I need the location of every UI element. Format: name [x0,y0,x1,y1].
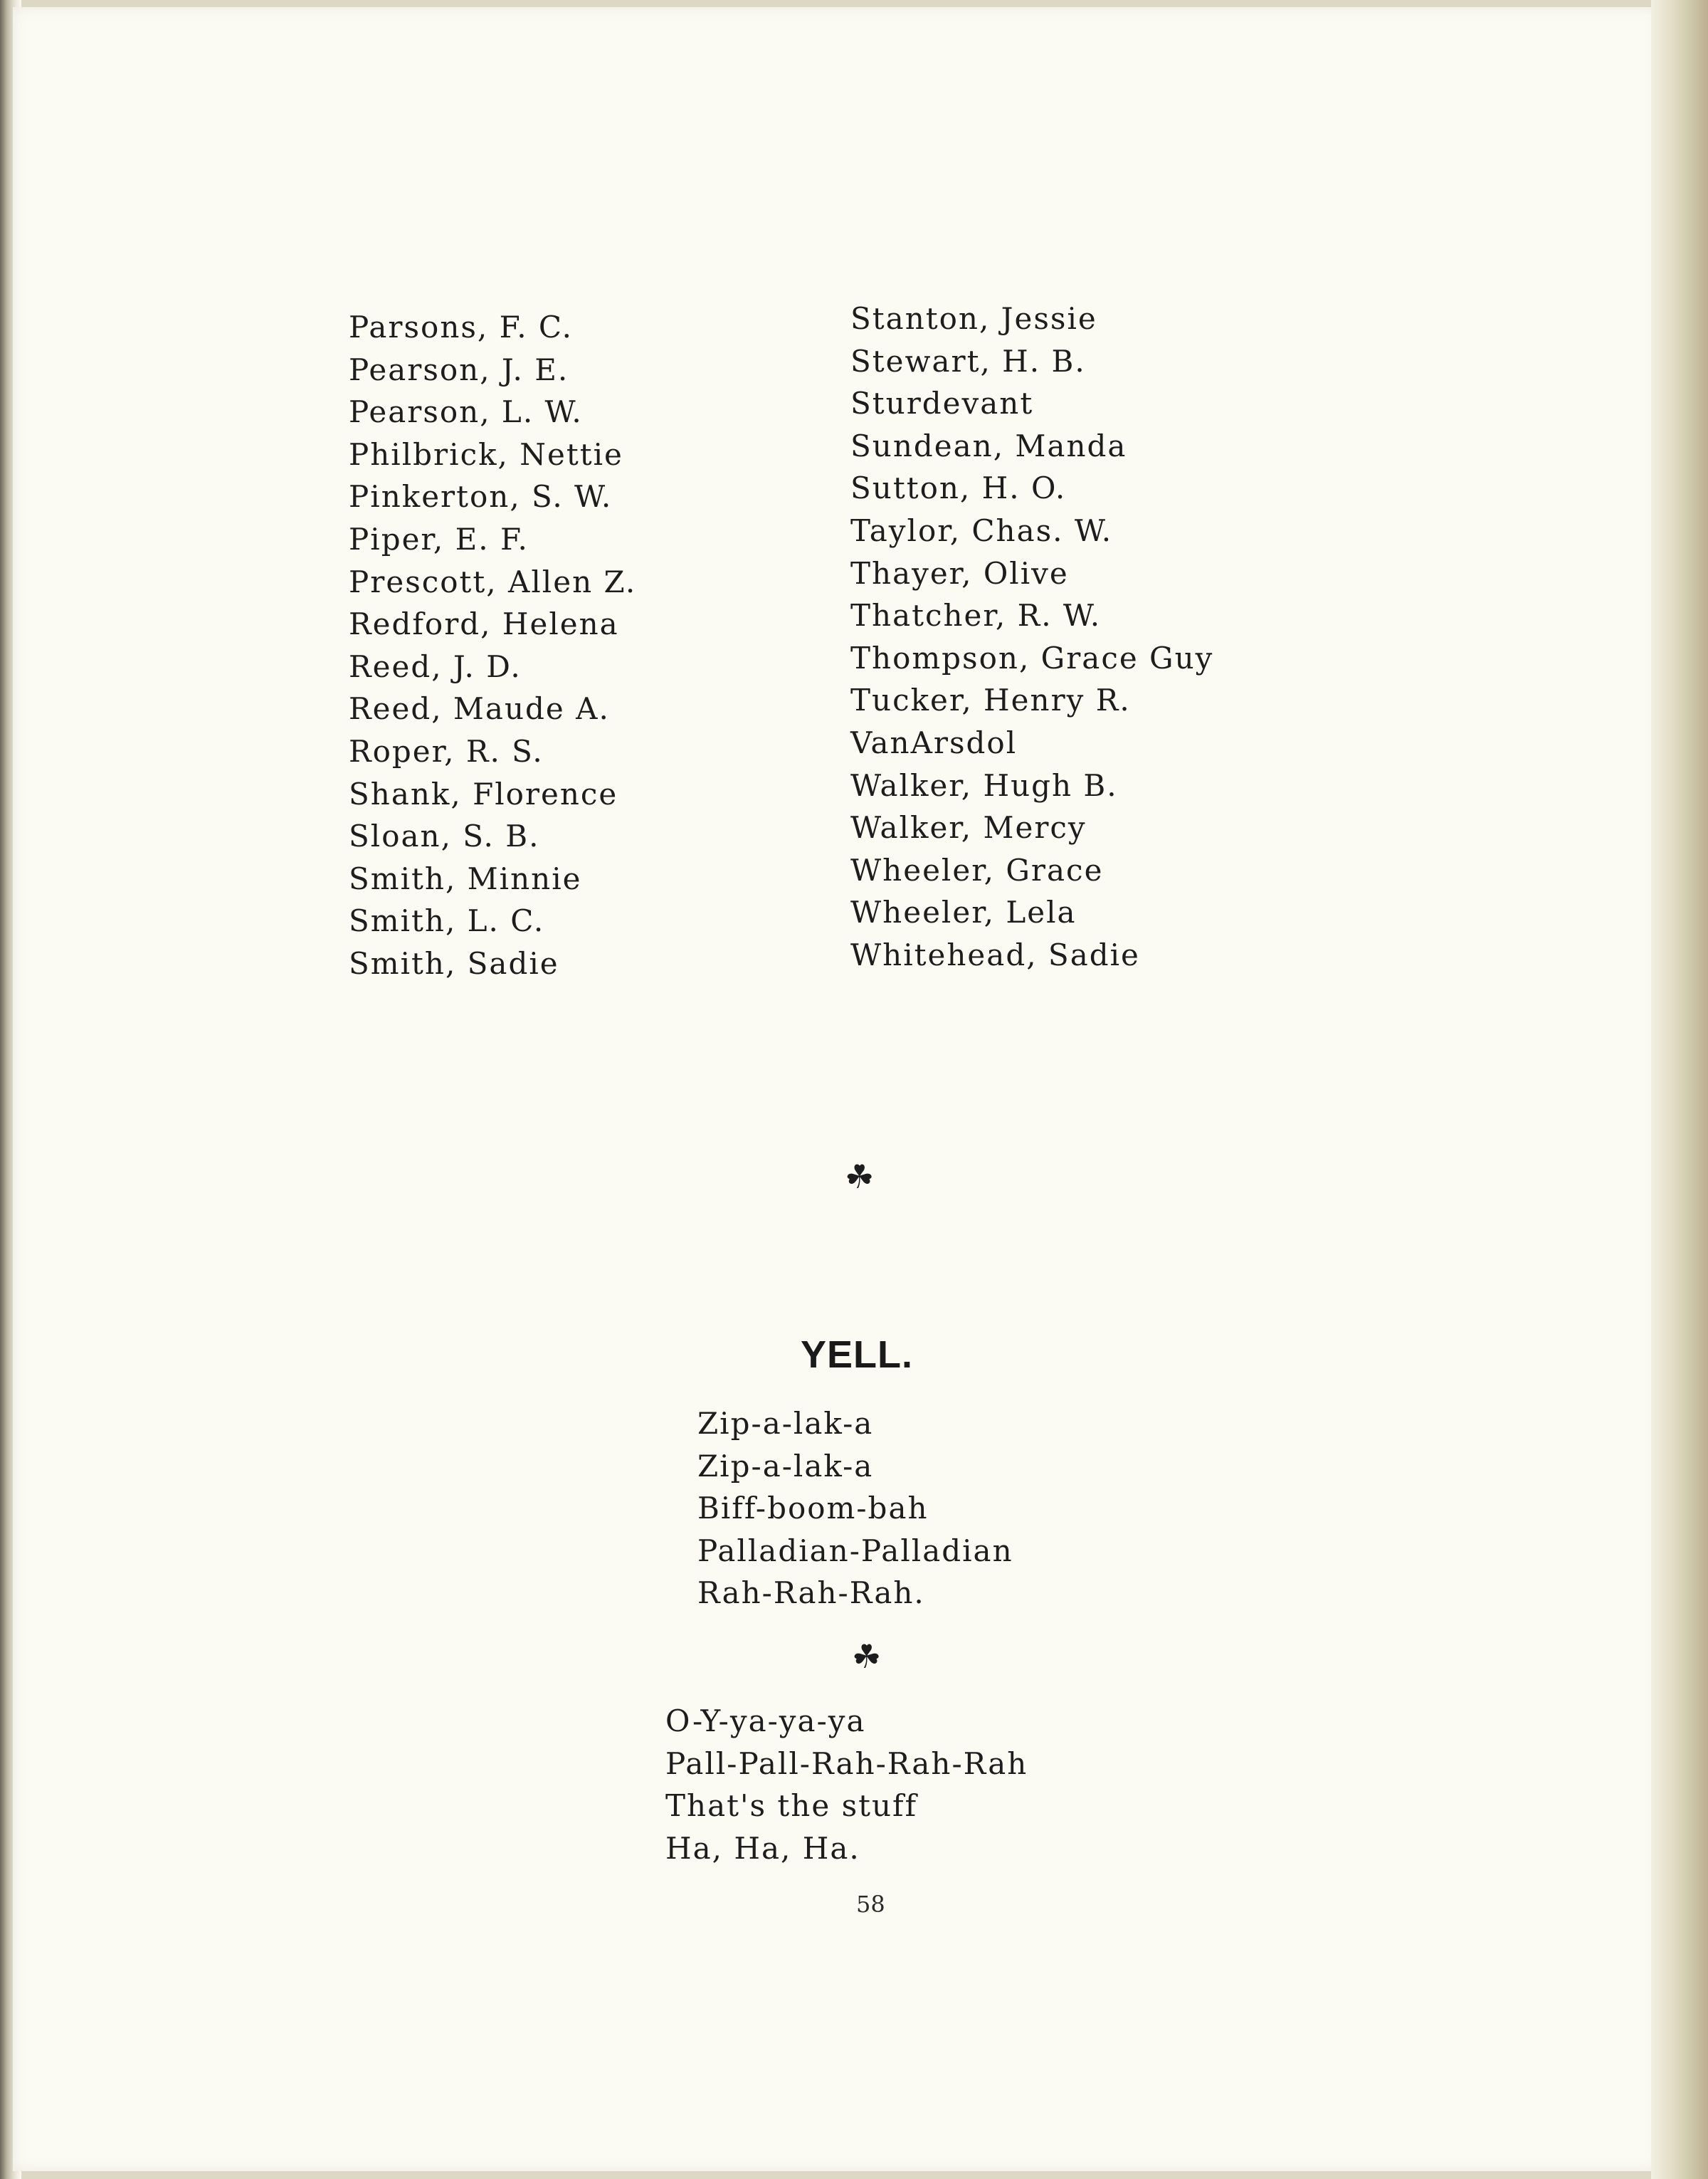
yell-line: O-Y-ya-ya-ya [665,1703,866,1738]
roster-name: Piper, E. F. [349,521,529,557]
roster-name: Smith, Minnie [349,861,582,896]
roster-name: Pearson, L. W. [349,394,583,430]
roster-name: Sloan, S. B. [349,819,540,854]
roster-name: Stanton, Jessie [850,301,1097,336]
roster-name: Whitehead, Sadie [850,937,1140,972]
roster-right-column [850,298,1213,977]
roster-name: Walker, Hugh B. [850,767,1118,803]
yell-heading: YELL. [801,1333,914,1376]
yell-verse-2 [665,1700,1028,1869]
roster-name: Redford, Helena [349,607,619,642]
roster-name: Sundean, Manda [850,428,1127,463]
roster-name: Smith, L. C. [349,903,545,939]
roster-name: Reed, J. D. [349,649,522,684]
book-page-edge-right [1651,0,1708,2179]
roster-name: Roper, R. S. [349,733,544,769]
roster-name: Thayer, Olive [850,555,1069,591]
roster-name: Smith, Sadie [349,945,559,981]
yell-line: That's the stuff [665,1788,918,1824]
yell-line: Zip-a-lak-a [697,1406,874,1441]
roster-name: Reed, Maude A. [349,691,610,727]
yell-line: Ha, Ha, Ha. [665,1830,860,1866]
yell-line: Palladian-Palladian [697,1533,1013,1568]
roster-name: Tucker, Henry R. [850,683,1131,718]
yell-line: Zip-a-lak-a [697,1448,874,1484]
yell-line: Biff-boom-bah [697,1491,929,1526]
roster-name: Parsons, F. C. [349,310,573,345]
roster-name: Pearson, J. E. [349,352,569,387]
yell-line: Pall-Pall-Rah-Rah-Rah [665,1745,1028,1781]
roster-name: Shank, Florence [349,776,618,812]
roster-name: Pinkerton, S. W. [349,479,613,515]
roster-left-column [349,306,636,985]
roster-name: Stewart, H. B. [850,343,1086,379]
clover-ornament-icon: ☘ [845,1157,875,1196]
roster-name: Sturdevant [850,386,1034,421]
yell-line: Rah-Rah-Rah. [697,1575,925,1611]
roster-name: Taylor, Chas. W. [850,513,1113,548]
roster-name: Wheeler, Grace [850,852,1104,888]
roster-name: Philbrick, Nettie [349,436,623,472]
roster-name: Thompson, Grace Guy [850,640,1214,676]
page-number: 58 [856,1891,885,1918]
yell-verse-1 [697,1402,1013,1614]
roster-name: VanArsdol [850,725,1018,760]
clover-ornament-icon: ☘ [852,1637,882,1676]
roster-name: Thatcher, R. W. [850,598,1102,634]
roster-name: Prescott, Allen Z. [349,564,637,599]
roster-name: Wheeler, Lela [850,895,1077,930]
roster-name: Walker, Mercy [850,810,1087,846]
roster-name: Sutton, H. O. [850,471,1067,506]
